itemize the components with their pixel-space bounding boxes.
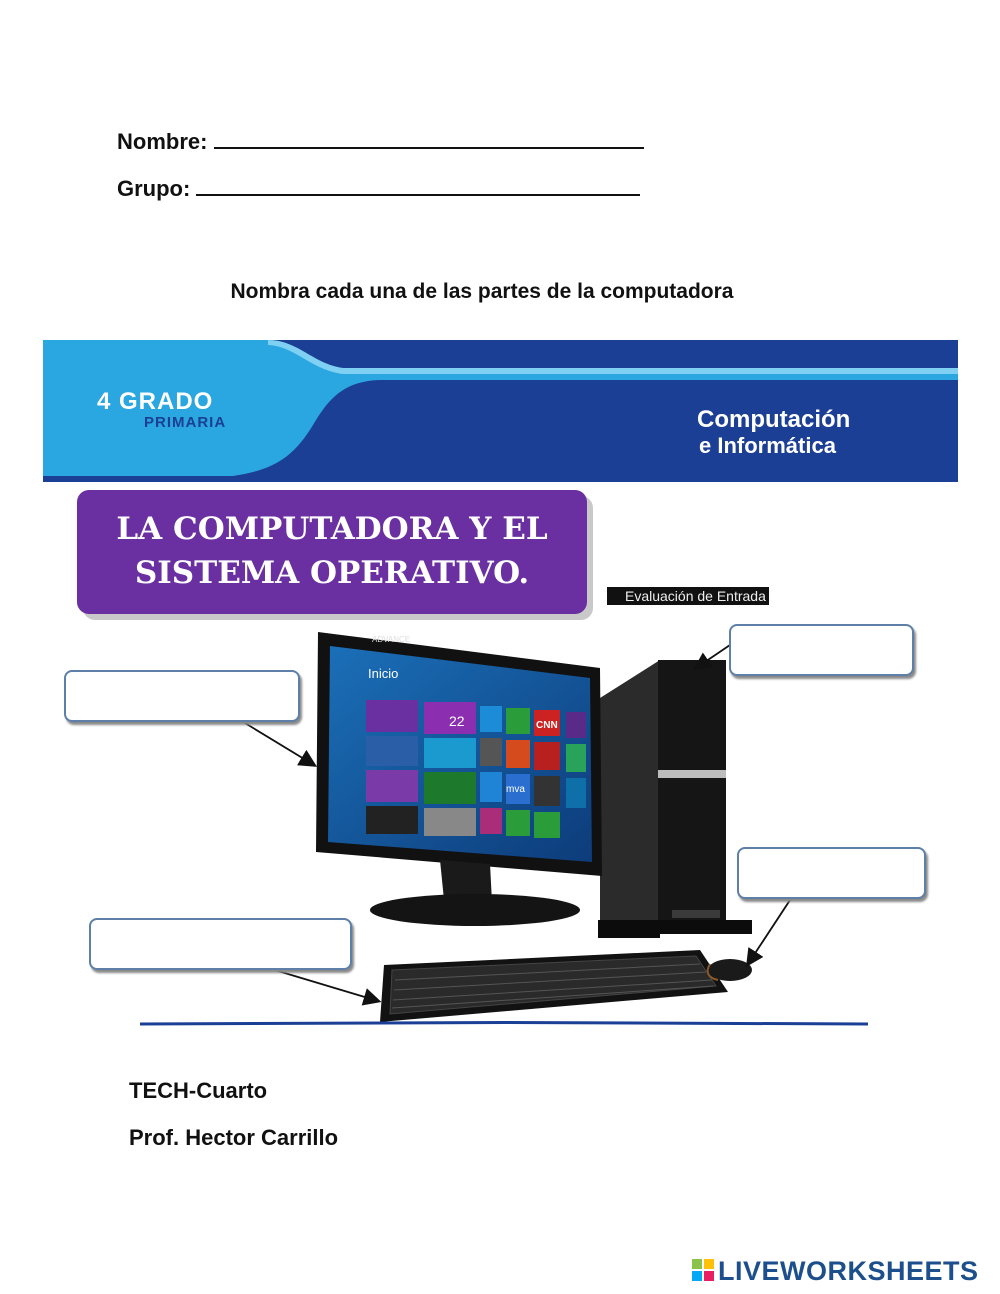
mouse (708, 959, 752, 981)
title-line-1: LA COMPUTADORA Y EL (116, 511, 548, 547)
arrow-keyboard (268, 968, 378, 1001)
answer-input-keyboard[interactable] (91, 920, 350, 968)
instruction-text: Nombra cada una de las partes de la computadora (230, 280, 734, 303)
answer-box-cpu (729, 624, 914, 676)
worksheet-title (77, 490, 587, 614)
monitor-brand: ADVANCE (372, 635, 411, 644)
title-line-2: SISTEMA OPERATIVO. (134, 555, 530, 591)
answer-input-monitor[interactable] (66, 672, 298, 720)
liveworksheets-logo: LIVEWORKSHEETS (718, 1256, 979, 1286)
answer-box-keyboard (89, 918, 352, 970)
group-line (196, 174, 640, 196)
keyboard (380, 950, 728, 1022)
answer-box-monitor (64, 670, 300, 722)
subject-line-2: e Informática (699, 433, 836, 458)
group-label: Grupo: (117, 176, 191, 201)
name-line (214, 127, 644, 149)
name-label: Nombre: (117, 129, 208, 154)
cpu-tower (598, 660, 752, 938)
answer-input-cpu[interactable] (731, 626, 912, 674)
screen-tile-cnn: CNN (536, 720, 558, 731)
course-label: TECH-Cuarto (129, 1078, 268, 1103)
subject-line-1: Computación (697, 406, 851, 433)
answer-input-mouse[interactable] (739, 849, 924, 897)
arrow-monitor (240, 720, 314, 765)
liveworksheets-logo-icon (692, 1259, 714, 1281)
arrow-mouse (748, 897, 792, 964)
group-field (117, 174, 640, 202)
answer-box-mouse (737, 847, 926, 899)
screen-start-label: Inicio (368, 666, 399, 681)
name-field (117, 127, 644, 155)
screen-tile-date: 22 (449, 713, 465, 729)
screen-tile-mva: mva (506, 784, 525, 795)
monitor (316, 632, 602, 926)
level-label: PRIMARIA (144, 414, 227, 431)
grade-label: 4 GRADO (97, 388, 214, 415)
teacher-label: Prof. Hector Carrillo (129, 1125, 339, 1150)
evaluation-tag: Evaluación de Entrada (607, 587, 769, 605)
